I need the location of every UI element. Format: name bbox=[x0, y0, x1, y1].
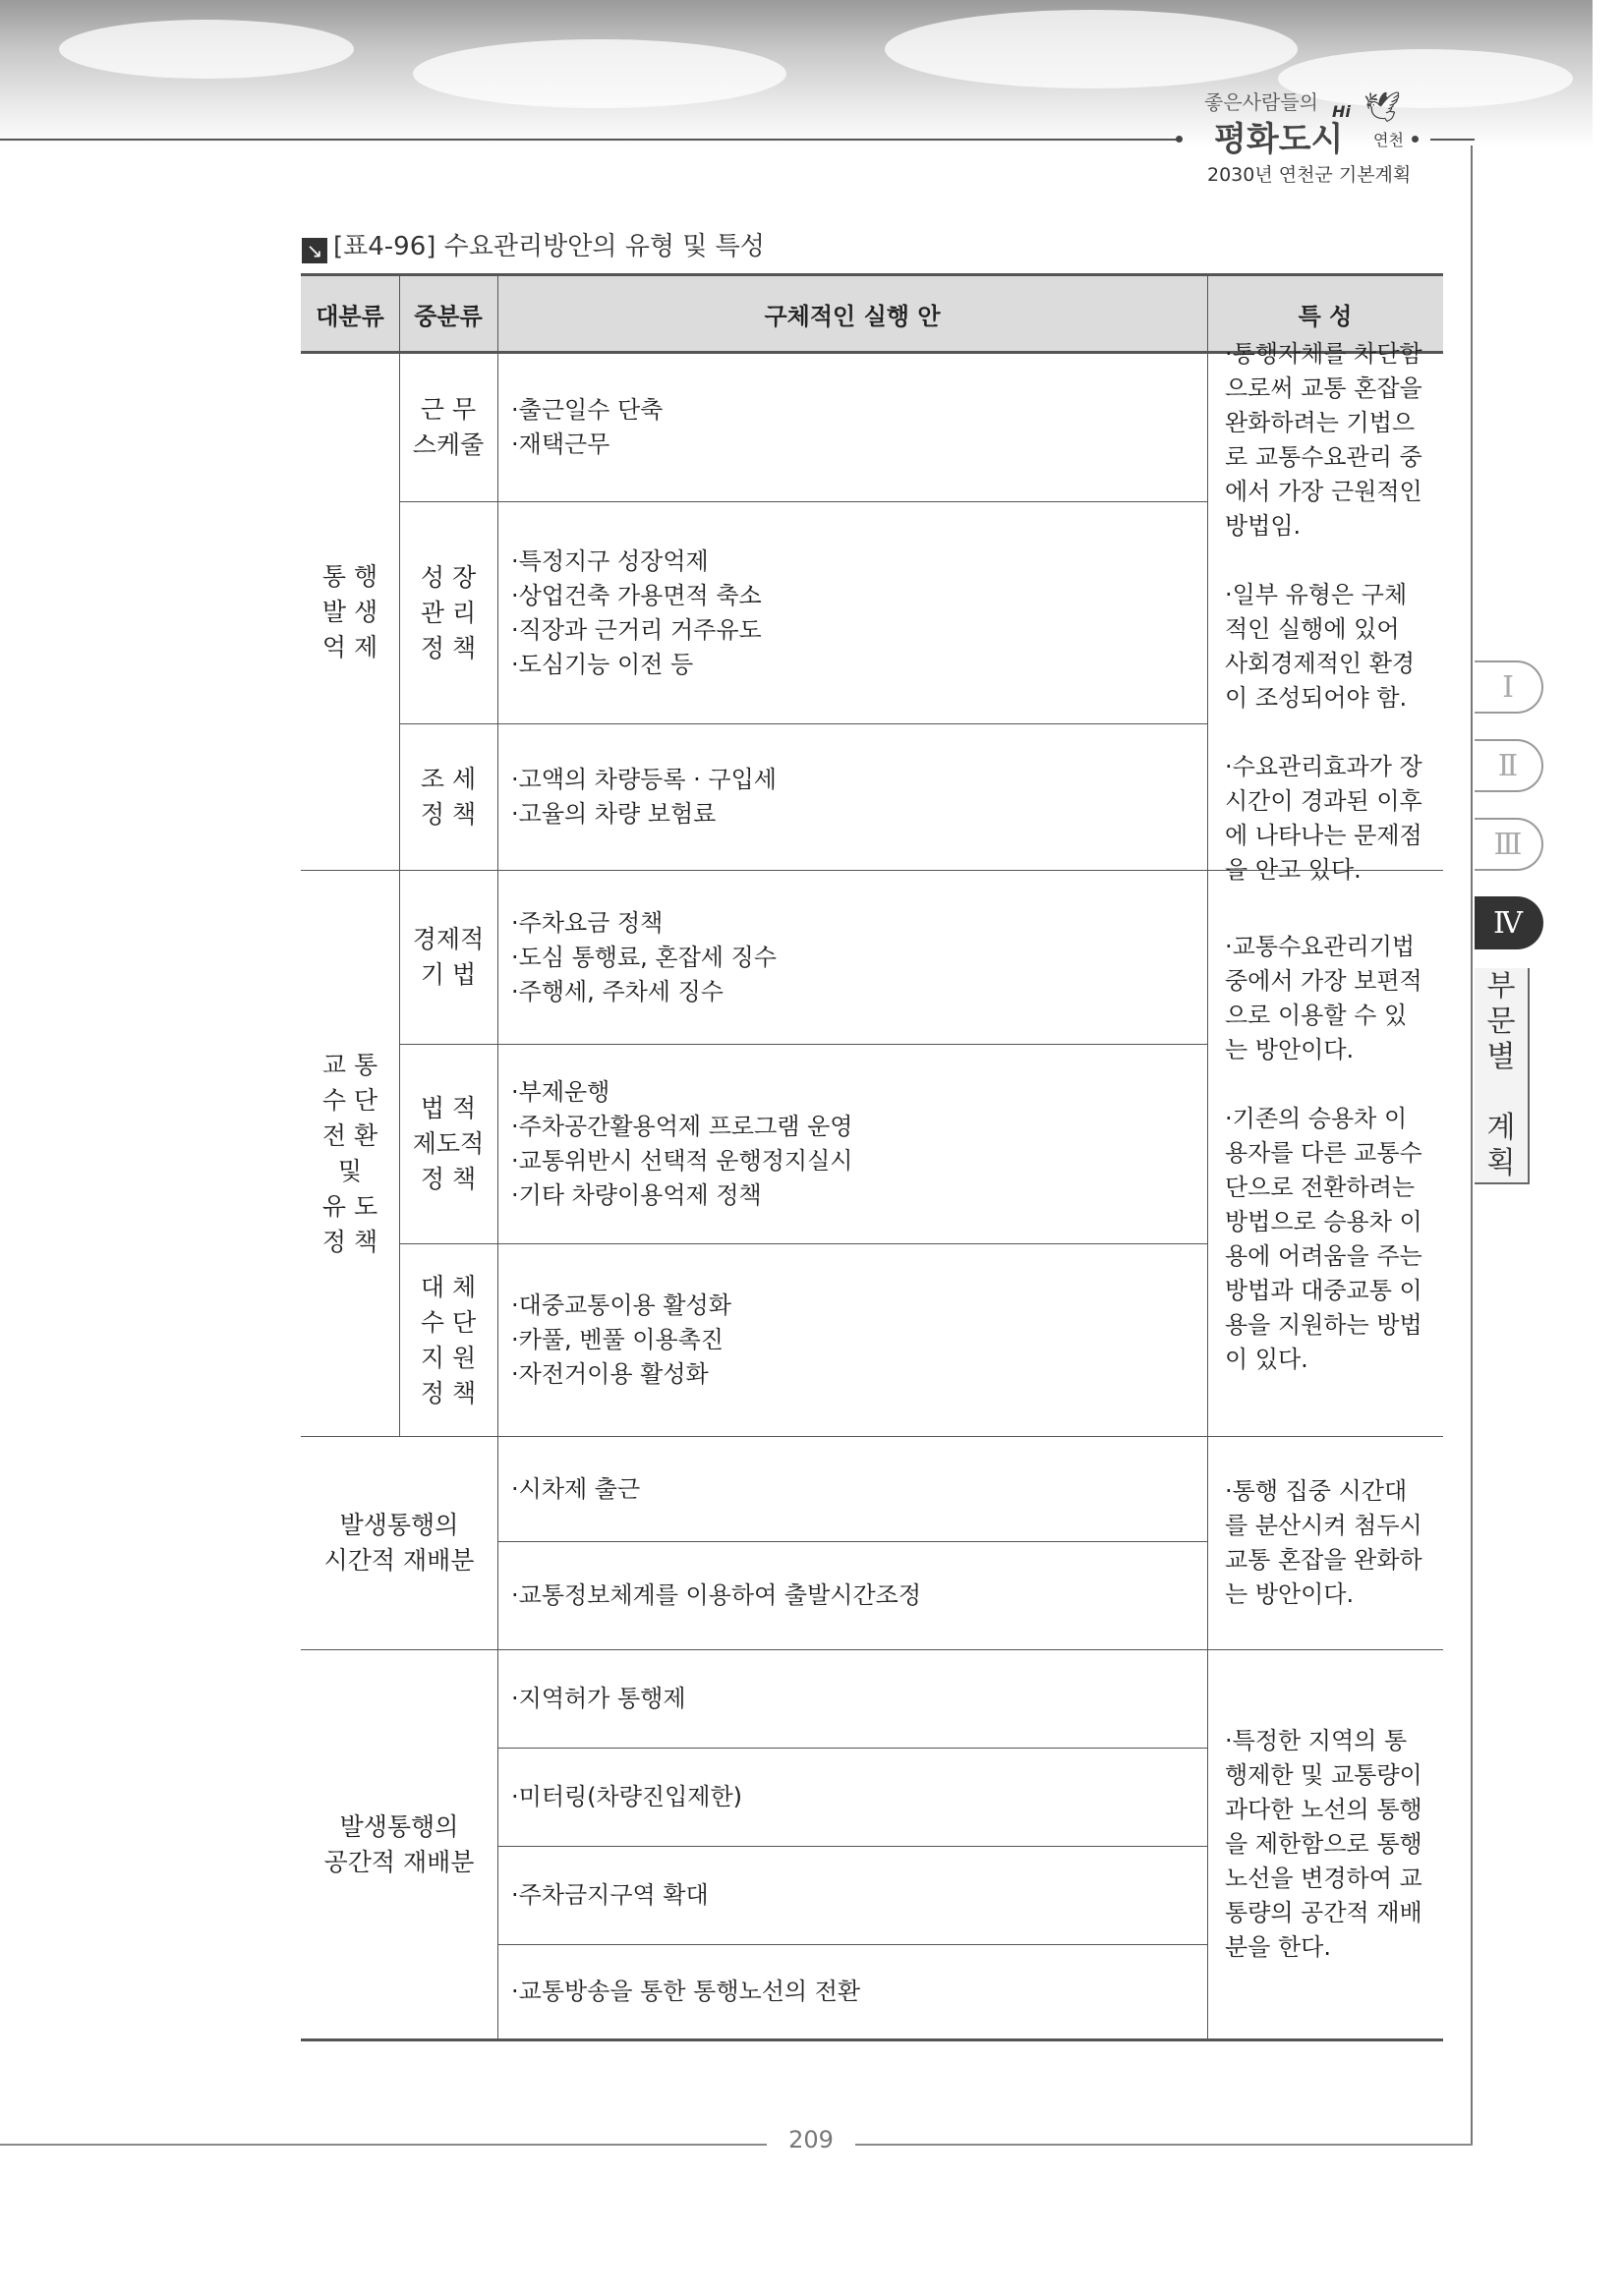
action-item: ·상업건축 가용면적 축소 bbox=[511, 581, 762, 609]
action-item: ·기타 차량이용억제 정책 bbox=[511, 1181, 762, 1209]
action-list bbox=[497, 1045, 1207, 1243]
chapter-tab-4[interactable]: Ⅳ bbox=[1475, 896, 1543, 949]
action-item: ·시차제 출근 bbox=[511, 1474, 641, 1503]
action-list bbox=[497, 1437, 1207, 1541]
feature-text: ·수요관리효과가 장시간이 경과된 이후에 나타나는 문제점을 안고 있다. bbox=[1225, 752, 1422, 884]
action-list bbox=[497, 1749, 1207, 1846]
action-item: ·고율의 차량 보험료 bbox=[511, 800, 717, 828]
action-item: ·자전거이용 활성화 bbox=[511, 1360, 709, 1388]
header-features: 특 성 bbox=[1298, 302, 1353, 330]
header-dot bbox=[1176, 136, 1183, 143]
action-list bbox=[497, 1650, 1207, 1748]
action-item: ·특정지구 성장억제 bbox=[511, 546, 709, 575]
action-list bbox=[497, 724, 1207, 870]
action-item: ·고액의 차량등록 · 구입세 bbox=[511, 766, 777, 793]
page-frame-bottom bbox=[0, 2144, 1473, 2146]
major-category: 교 통 수 단 전 환 및 유 도 정 책 bbox=[321, 1050, 378, 1256]
table-rule-bottom bbox=[301, 2038, 1443, 2041]
action-item: ·직장과 근거리 거주유도 bbox=[511, 615, 762, 644]
header-rule bbox=[0, 139, 1180, 141]
logo-hi: Hi bbox=[1332, 102, 1351, 121]
feature-text: ·교통수요관리기법 중에서 가장 보편적으로 이용할 수 있는 방안이다. bbox=[1225, 933, 1422, 1063]
action-list bbox=[497, 1945, 1207, 2038]
action-item: ·부제운행 bbox=[511, 1078, 610, 1106]
cloud-shape bbox=[59, 20, 354, 79]
header-rule bbox=[1430, 139, 1475, 141]
major-category: 발생통행의 시간적 재배분 bbox=[323, 1511, 475, 1575]
major-category: 발생통행의 공간적 재배분 bbox=[323, 1811, 475, 1876]
action-item: ·대중교통이용 활성화 bbox=[511, 1292, 731, 1319]
action-item: ·교통방송을 통한 통행노선의 전환 bbox=[511, 1978, 861, 2005]
action-list bbox=[497, 354, 1207, 501]
action-item: ·교통정보체계를 이용하여 출발시간조정 bbox=[511, 1581, 922, 1609]
action-list bbox=[497, 1244, 1207, 1436]
feature-text: ·통행자체를 차단함으로써 교통 혼잡을 완화하려는 기법으로 교통수요관리 중에서 가장 근원적인 방법임. bbox=[1225, 339, 1422, 540]
bird-icon: 🕊 bbox=[1363, 90, 1402, 125]
minor-category: 조 세 정 책 bbox=[420, 765, 477, 829]
cloud-shape bbox=[413, 39, 786, 108]
header-minor: 중분류 bbox=[414, 302, 483, 330]
action-item: ·지역허가 통행제 bbox=[511, 1685, 686, 1712]
major-category: 통 행 발 생 억 제 bbox=[321, 561, 378, 661]
table-caption bbox=[302, 226, 765, 263]
minor-category: 법 적 제도적 정 책 bbox=[412, 1094, 485, 1193]
page-frame-right bbox=[1471, 145, 1473, 2145]
feature-text: ·통행 집중 시간대를 분산시켜 첨두시 교통 혼잡을 완화하는 방안이다. bbox=[1225, 1477, 1422, 1608]
action-item: ·교통위반시 선택적 운행정지실시 bbox=[511, 1147, 853, 1175]
header-actions: 구체적인 실행 안 bbox=[764, 302, 941, 330]
action-item: ·주차요금 정책 bbox=[511, 908, 664, 937]
action-item: ·도심기능 이전 등 bbox=[511, 650, 694, 678]
document-subtitle: 2030년 연천군 기본계획 bbox=[1207, 164, 1412, 186]
minor-category: 대 체 수 단 지 원 정 책 bbox=[420, 1272, 477, 1407]
minor-category: 성 장 관 리 정 책 bbox=[420, 562, 477, 662]
action-item: ·주행세, 주차세 징수 bbox=[511, 977, 724, 1005]
action-item: ·주차공간활용억제 프로그램 운영 bbox=[511, 1113, 853, 1140]
action-item: ·미터링(차량진입제한) bbox=[511, 1783, 743, 1810]
feature-text: ·일부 유형은 구체적인 실행에 있어 사회경제적인 환경이 조성되어야 함. bbox=[1225, 580, 1416, 712]
city-logo bbox=[1194, 81, 1430, 159]
feature-text: ·특정한 지역의 통행제한 및 교통량이 과다한 노선의 통행을 제한함으로 통행노선을 변경하여 교통량의 공간적 재배분을 한다. bbox=[1225, 1727, 1422, 1961]
feature-cell bbox=[1207, 1650, 1443, 2038]
action-list bbox=[497, 1542, 1207, 1649]
cloud-shape bbox=[885, 10, 1298, 88]
feature-text: ·기존의 승용차 이용자를 다른 교통수단으로 전환하려는 방법으로 승용차 이용에 어려움을 주는 방법과 대중교통 이용을 지원하는 방법이 있다. bbox=[1225, 1105, 1422, 1373]
chapter-label: 부 문 별 계 획 bbox=[1475, 968, 1530, 1184]
action-item: ·출근일수 단축 bbox=[511, 396, 664, 424]
chapter-tab-2[interactable]: Ⅱ bbox=[1475, 739, 1543, 792]
minor-category: 경제적 기 법 bbox=[412, 925, 485, 989]
action-item: ·주차금지구역 확대 bbox=[511, 1881, 709, 1909]
arrow-down-right-icon: ↘ bbox=[302, 238, 327, 263]
action-list bbox=[497, 502, 1207, 723]
action-item: ·도심 통행료, 혼잡세 징수 bbox=[511, 943, 777, 971]
action-list bbox=[497, 871, 1207, 1044]
feature-cell bbox=[1207, 1437, 1443, 1649]
action-list bbox=[497, 1847, 1207, 1944]
page-number: 209 bbox=[767, 2126, 855, 2153]
chapter-tab-1[interactable]: Ⅰ bbox=[1475, 660, 1543, 714]
feature-cell bbox=[1207, 339, 1443, 884]
logo-line2: 평화도시 bbox=[1214, 120, 1344, 159]
minor-category: 근 무 스케줄 bbox=[412, 395, 485, 459]
logo-line1: 좋은사람들의 bbox=[1204, 90, 1318, 114]
caption-text: [표4-96] 수요관리방안의 유형 및 특성 bbox=[333, 232, 765, 261]
action-item: ·재택근무 bbox=[511, 430, 610, 458]
demand-management-table bbox=[301, 273, 1443, 2040]
header-major: 대분류 bbox=[316, 302, 384, 330]
feature-cell bbox=[1207, 871, 1443, 1436]
action-item: ·카풀, 벤풀 이용촉진 bbox=[511, 1326, 724, 1353]
logo-city: 연천 bbox=[1373, 131, 1404, 149]
chapter-tab-3[interactable]: Ⅲ bbox=[1475, 818, 1543, 871]
